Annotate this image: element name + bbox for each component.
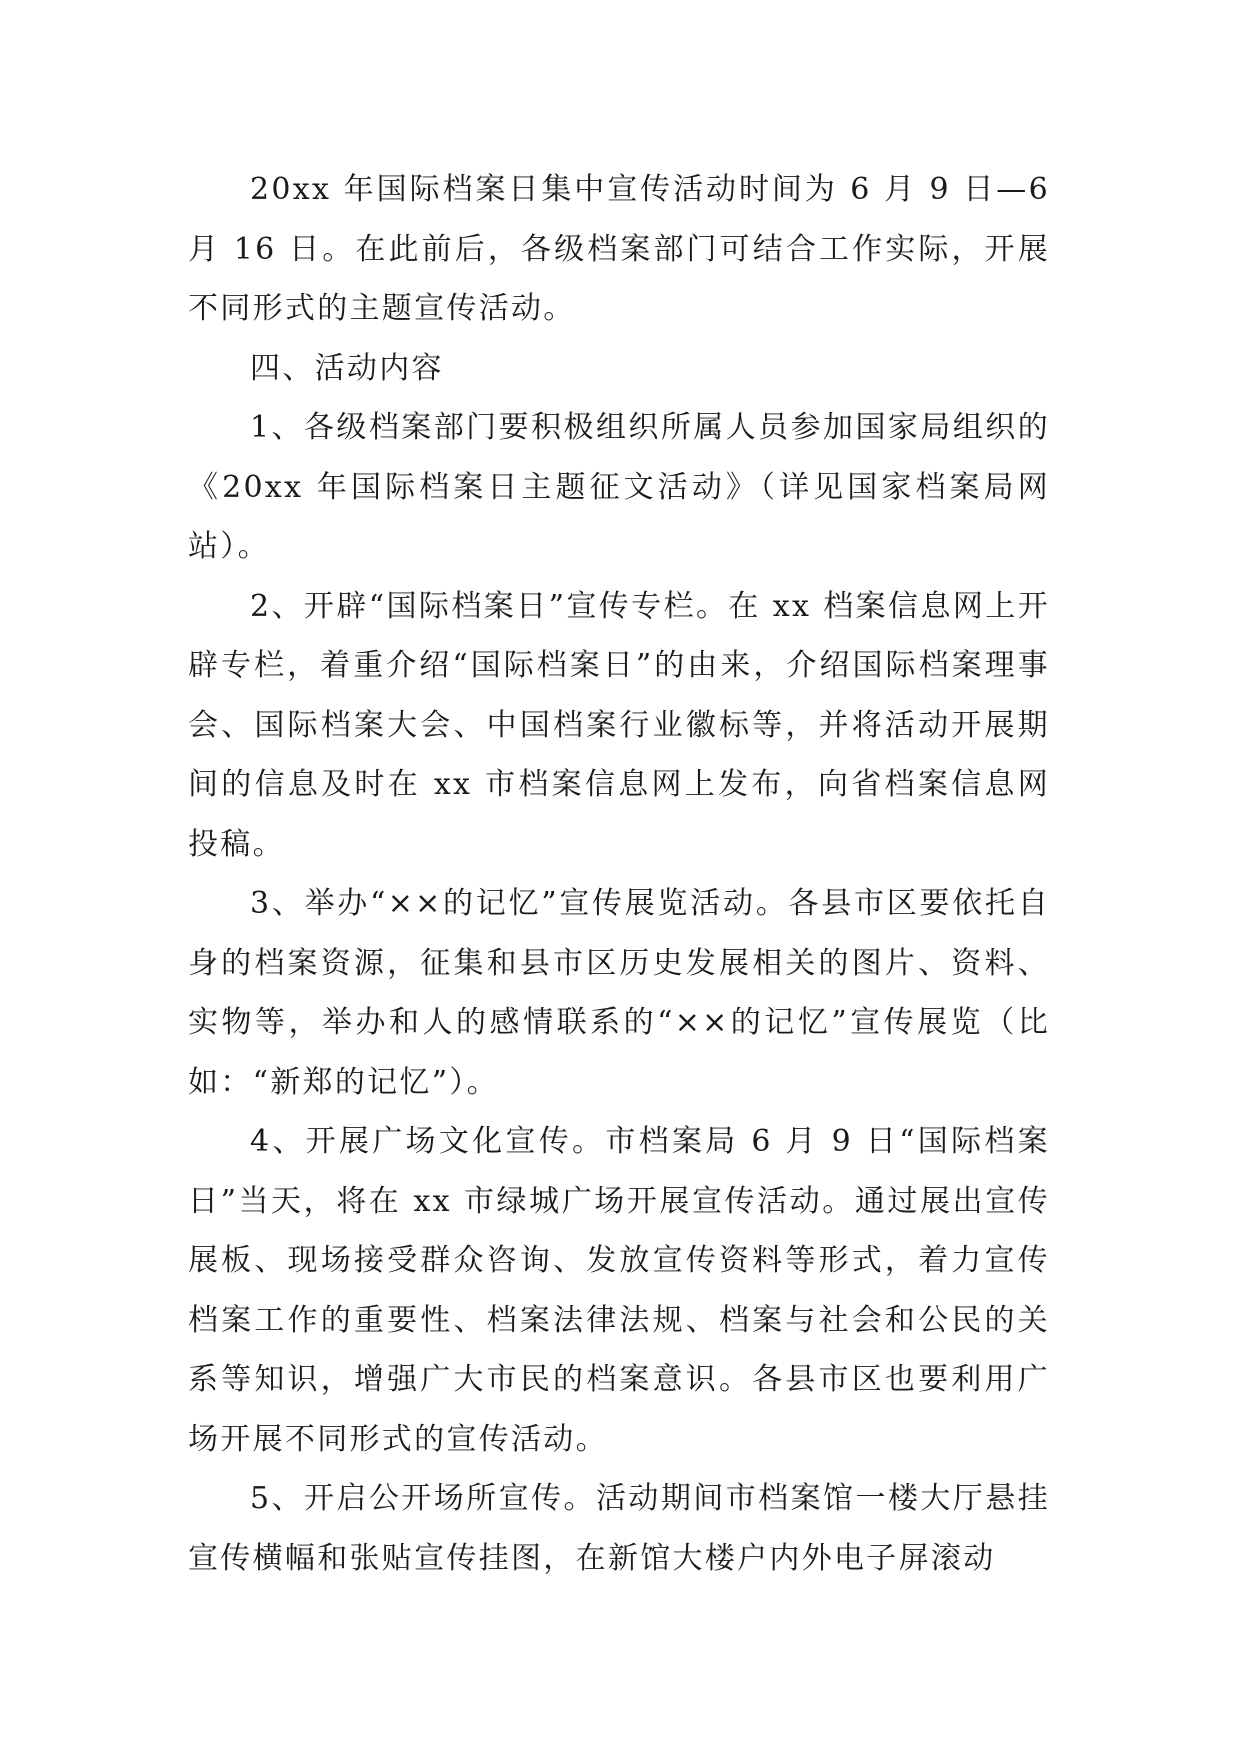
paragraph-schedule: 20xx 年国际档案日集中宣传活动时间为 6 月 9 日—6 月 16 日。在此前后，各级档案部门可结合工作实际，开展不同形式的主题宣传活动。	[188, 172, 1050, 326]
paragraph-item-2: 2、开辟“国际档案日”宣传专栏。在 xx 档案信息网上开辟专栏，着重介绍“国际档案日”的由来，介绍国际档案理事会、国际档案大会、中国档案行业徽标等，并将活动开展期间的信息及时在 xx 市档案信息网上发布，向省档案信息网投稿。	[188, 588, 1050, 862]
section-heading-activities: 四、活动内容	[250, 350, 444, 386]
paragraph-item-1: 1、各级档案部门要积极组织所属人员参加国家局组织的《20xx 年国际档案日主题征文活动》（详见国家档案局网站）。	[188, 410, 1050, 564]
paragraph-item-3: 3、举办“××的记忆”宣传展览活动。各县市区要依托自身的档案资源，征集和县市区历史发展相关的图片、资料、实物等，举办和人的感情联系的“××的记忆”宣传展览（比如：“新郑的记忆”）。	[188, 886, 1050, 1100]
paragraph-item-5: 5、开启公开场所宣传。活动期间市档案馆一楼大厅悬挂宣传横幅和张贴宣传挂图，在新馆大楼户内外电子屏滚动	[188, 1481, 1050, 1576]
paragraph-item-4: 4、开展广场文化宣传。市档案局 6 月 9 日“国际档案日”当天，将在 xx 市绿城广场开展宣传活动。通过展出宣传展板、现场接受群众咨询、发放宣传资料等形式，着力宣传档案工作的重要性、档案法律法规、档案与社会和公民的关系等知识，增强广大市民的档案意识。各县市区也要利用广场开展不同形式的宣传活动。	[188, 1124, 1050, 1457]
document-body	[188, 160, 1050, 1588]
